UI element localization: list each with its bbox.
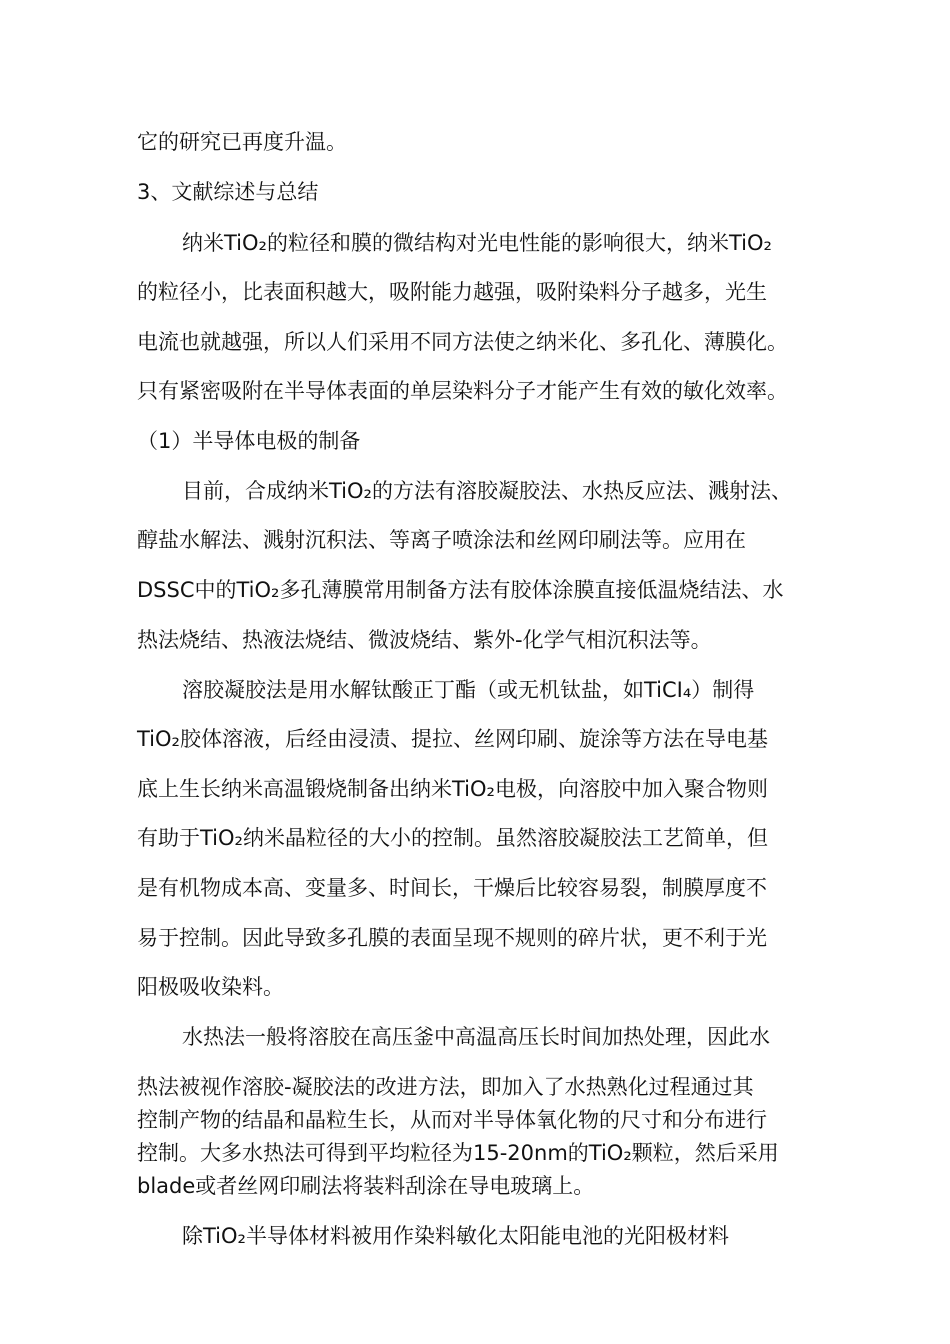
text-line: TiO₂胶体溶液，后经由浸渍、提拉、丝网印刷、旋涂等方法在导电基 — [137, 727, 768, 751]
text-line: DSSC中的TiO₂多孔薄膜常用制备方法有胶体涂膜直接低温烧结法、水 — [137, 578, 784, 602]
text-line: 纳米TiO₂的粒径和膜的微结构对光电性能的影响很大，纳米TiO₂ — [182, 231, 772, 255]
text-line: 目前，合成纳米TiO₂的方法有溶胶凝胶法、水热反应法、溅射法、 — [182, 479, 792, 503]
text-line: 阳极吸收染料。 — [137, 975, 284, 999]
text-line: 热法烧结、热液法烧结、微波烧结、紫外-化学气相沉积法等。 — [137, 628, 712, 652]
text-line: 易于控制。因此导致多孔膜的表面呈现不规则的碎片状，更不利于光 — [137, 926, 767, 950]
text-line: 控制。大多水热法可得到平均粒径为15-20nm的TiO₂颗粒，然后采用 — [137, 1141, 779, 1165]
text-line: 溶胶凝胶法是用水解钛酸正丁酯（或无机钛盐，如TiCI₄）制得 — [182, 678, 755, 702]
text-line: 的粒径小，比表面积越大，吸附能力越强，吸附染料分子越多，光生 — [137, 280, 767, 304]
text-line: 水热法一般将溶胶在高压釜中高温高压长时间加热处理，因此水 — [182, 1025, 770, 1049]
text-line: 它的研究已再度升温。 — [137, 130, 347, 154]
text-line: 电流也就越强，所以人们采用不同方法使之纳米化、多孔化、薄膜化。 — [137, 330, 788, 354]
text-line: 除TiO₂半导体材料被用作染料敏化太阳能电池的光阳极材料 — [182, 1224, 729, 1248]
text-line: 醇盐水解法、溅射沉积法、等离子喷涂法和丝网印刷法等。应用在 — [137, 528, 746, 552]
text-line: 只有紧密吸附在半导体表面的单层染料分子才能产生有效的敏化效率。 — [137, 379, 788, 403]
text-line: 底上生长纳米高温锻烧制备出纳米TiO₂电极，向溶胶中加入聚合物则 — [137, 777, 768, 801]
text-line: 是有机物成本高、变量多、时间长，干燥后比较容易裂，制膜厚度不 — [137, 876, 767, 900]
text-line: blade或者丝网印刷法将装料刮涂在导电玻璃上。 — [137, 1174, 595, 1198]
section-heading: 3、文献综述与总结 — [137, 180, 319, 204]
text-line: 控制产物的结晶和晶粒生长，从而对半导体氧化物的尺寸和分布进行 — [137, 1108, 767, 1132]
text-line: 热法被视作溶胶-凝胶法的改进方法，即加入了水热熟化过程通过其 — [137, 1075, 754, 1099]
text-line: 有助于TiO₂纳米晶粒径的大小的控制。虽然溶胶凝胶法工艺简单，但 — [137, 826, 768, 850]
subsection-heading: （1）半导体电极的制备 — [137, 429, 361, 453]
